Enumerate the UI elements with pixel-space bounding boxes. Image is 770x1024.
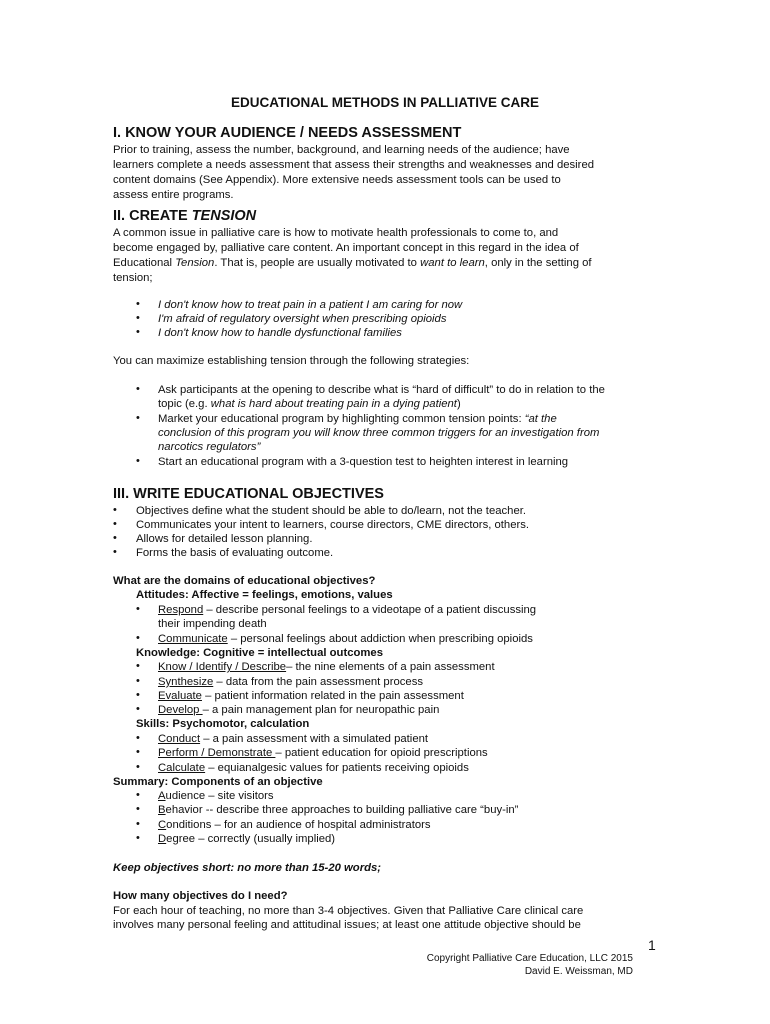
bullet-icon: •	[113, 546, 117, 558]
bullet-icon: •	[136, 675, 140, 687]
strategy-line: conclusion of this program you will know three common triggers for an investigation from	[158, 427, 600, 439]
attitude-item	[158, 632, 533, 646]
knowledge-item	[158, 660, 495, 674]
text-run-italic: what is hard about treating pain in a dying patient	[210, 398, 457, 410]
text-run: – a pain management plan for neuropathic pain	[202, 704, 440, 716]
section-2-heading-emphasis: TENSION	[191, 208, 257, 224]
text-run: , only in the setting of	[484, 257, 592, 269]
bullet-icon: •	[136, 732, 140, 744]
text-run-italic: Tension	[175, 257, 215, 269]
how-many-line: For each hour of teaching, no more than 3-4 objectives. Given that Palliative Care clinical care	[113, 905, 584, 917]
verb-underlined: Perform / Demonstrate	[158, 747, 276, 759]
text-run: – equianalgesic values for patients receiving opioids	[205, 762, 469, 774]
bullet-icon: •	[136, 746, 140, 758]
text-run: onditions – for an audience of hospital administrators	[166, 819, 431, 831]
how-many-question: How many objectives do I need?	[113, 890, 288, 902]
skill-item	[158, 732, 428, 746]
attitudes-heading: Attitudes: Affective = feelings, emotions, values	[136, 589, 393, 601]
section-3-heading: III. WRITE EDUCATIONAL OBJECTIVES	[113, 486, 384, 502]
section-2-line	[113, 256, 592, 270]
strategy-line	[158, 412, 557, 426]
bullet-icon: •	[136, 689, 140, 701]
text-run: Educational	[113, 257, 176, 269]
footer-author: David E. Weissman, MD	[524, 966, 633, 977]
section-1-line: Prior to training, assess the number, background, and learning needs of the audience; have	[113, 144, 570, 156]
text-run: egree – correctly (usually implied)	[166, 833, 336, 845]
bullet-icon: •	[136, 298, 140, 310]
bullet-icon: •	[136, 455, 140, 467]
knowledge-item	[158, 703, 439, 717]
bullet-icon: •	[136, 383, 140, 395]
section-1-line: content domains (See Appendix). More extensive needs assessment tools can be used to	[113, 174, 561, 186]
knowledge-item	[158, 689, 464, 703]
bullet-icon: •	[113, 504, 117, 516]
initial-underlined: D	[158, 833, 167, 845]
verb-underlined: Conduct	[158, 733, 201, 745]
bullet-icon: •	[136, 818, 140, 830]
strategy-line: narcotics regulators”	[158, 441, 261, 453]
section-2-line: tension;	[113, 272, 153, 284]
how-many-line: involves many personal feeling and attitudinal issues; at least one attitude objective should be	[113, 919, 581, 931]
text-run: udience – site visitors	[165, 790, 274, 802]
domains-question: What are the domains of educational objectives?	[113, 575, 376, 587]
text-run: – patient education for opioid prescriptions	[275, 747, 488, 759]
text-run-italic: want to learn	[420, 257, 485, 269]
bullet-icon: •	[136, 832, 140, 844]
bullet-icon: •	[136, 803, 140, 815]
page-number: 1	[648, 937, 656, 953]
verb-underlined: Synthesize	[158, 676, 214, 688]
initial-underlined: A	[158, 790, 166, 802]
summary-item	[158, 789, 274, 803]
text-run: – the nine elements of a pain assessment	[286, 661, 495, 673]
text-run: )	[456, 398, 461, 410]
skill-item	[158, 746, 488, 760]
tension-bullet: I don't know how to handle dysfunctional families	[158, 327, 402, 339]
knowledge-item	[158, 675, 423, 689]
verb-underlined: Respond	[158, 604, 204, 616]
initial-underlined: C	[158, 819, 167, 831]
bullet-icon: •	[136, 603, 140, 615]
strategies-intro: You can maximize establishing tension through the following strategies:	[113, 355, 470, 367]
objective-bullet: Communicates your intent to learners, course directors, CME directors, others.	[136, 519, 530, 531]
bullet-icon: •	[113, 518, 117, 530]
text-run: – describe personal feelings to a videotape of a patient discussing	[203, 604, 537, 616]
bullet-icon: •	[136, 632, 140, 644]
objective-bullet: Allows for detailed lesson planning.	[136, 533, 313, 545]
section-2-heading	[113, 208, 256, 224]
bullet-icon: •	[136, 660, 140, 672]
footer-copyright: Copyright Palliative Care Education, LLC 2015	[426, 953, 633, 964]
objective-bullet: Forms the basis of evaluating outcome.	[136, 547, 334, 559]
skills-heading: Skills: Psychomotor, calculation	[136, 718, 310, 730]
summary-item	[158, 818, 431, 832]
document-title: EDUCATIONAL METHODS IN PALLIATIVE CARE	[230, 95, 539, 110]
summary-item	[158, 832, 335, 846]
bullet-icon: •	[136, 326, 140, 338]
skill-item	[158, 761, 469, 775]
section-1-line: learners complete a needs assessment that assess their strengths and weaknesses and desired	[113, 159, 595, 171]
text-run-italic: “at the	[524, 413, 557, 425]
bullet-icon: •	[136, 412, 140, 424]
text-run: – personal feelings about addiction when prescribing opioids	[227, 633, 533, 645]
bullet-icon: •	[136, 789, 140, 801]
strategy-line: Ask participants at the opening to describe what is “hard of difficult” to do in relation to the	[158, 384, 605, 396]
verb-underlined: Know / Identify / Describe	[158, 661, 287, 673]
text-run: topic (e.g.	[158, 398, 211, 410]
strategy-line	[158, 397, 461, 411]
section-2-heading-text: II. CREATE	[113, 208, 192, 224]
strategy-line: Start an educational program with a 3-question test to heighten interest in learning	[158, 456, 569, 468]
text-run: – a pain assessment with a simulated patient	[200, 733, 429, 745]
text-run: ehavior -- describe three approaches to building palliative care “buy-in”	[165, 804, 519, 816]
text-run: Market your educational program by highlighting common tension points:	[158, 413, 525, 425]
section-2-line: A common issue in palliative care is how to motivate health professionals to come to, and	[113, 227, 559, 239]
text-run: . That is, people are usually motivated to	[214, 257, 421, 269]
summary-item	[158, 803, 518, 817]
verb-underlined: Calculate	[158, 762, 206, 774]
verb-underlined: Communicate	[158, 633, 228, 645]
knowledge-heading: Knowledge: Cognitive = intellectual outcomes	[136, 647, 383, 659]
bullet-icon: •	[136, 312, 140, 324]
text-run: – data from the pain assessment process	[213, 676, 423, 688]
tension-bullet: I don't know how to treat pain in a patient I am caring for now	[158, 299, 463, 311]
bullet-icon: •	[113, 532, 117, 544]
initial-underlined: B	[158, 804, 166, 816]
verb-underlined: Develop	[158, 704, 203, 716]
text-run: – patient information related in the pain assessment	[201, 690, 464, 702]
section-1-heading: I. KNOW YOUR AUDIENCE / NEEDS ASSESSMENT	[113, 125, 462, 141]
bullet-icon: •	[136, 761, 140, 773]
keep-short-note: Keep objectives short: no more than 15-20 words;	[113, 862, 382, 874]
section-2-line: become engaged by, palliative care content. An important concept in this regard in the idea of	[113, 242, 579, 254]
summary-heading: Summary: Components of an objective	[113, 776, 323, 788]
objective-bullet: Objectives define what the student should be able to do/learn, not the teacher.	[136, 505, 527, 517]
section-1-line: assess entire programs.	[113, 189, 234, 201]
bullet-icon: •	[136, 703, 140, 715]
tension-bullet: I'm afraid of regulatory oversight when prescribing opioids	[158, 313, 447, 325]
attitude-item-continued: their impending death	[158, 618, 267, 630]
attitude-item	[158, 603, 536, 617]
verb-underlined: Evaluate	[158, 690, 202, 702]
